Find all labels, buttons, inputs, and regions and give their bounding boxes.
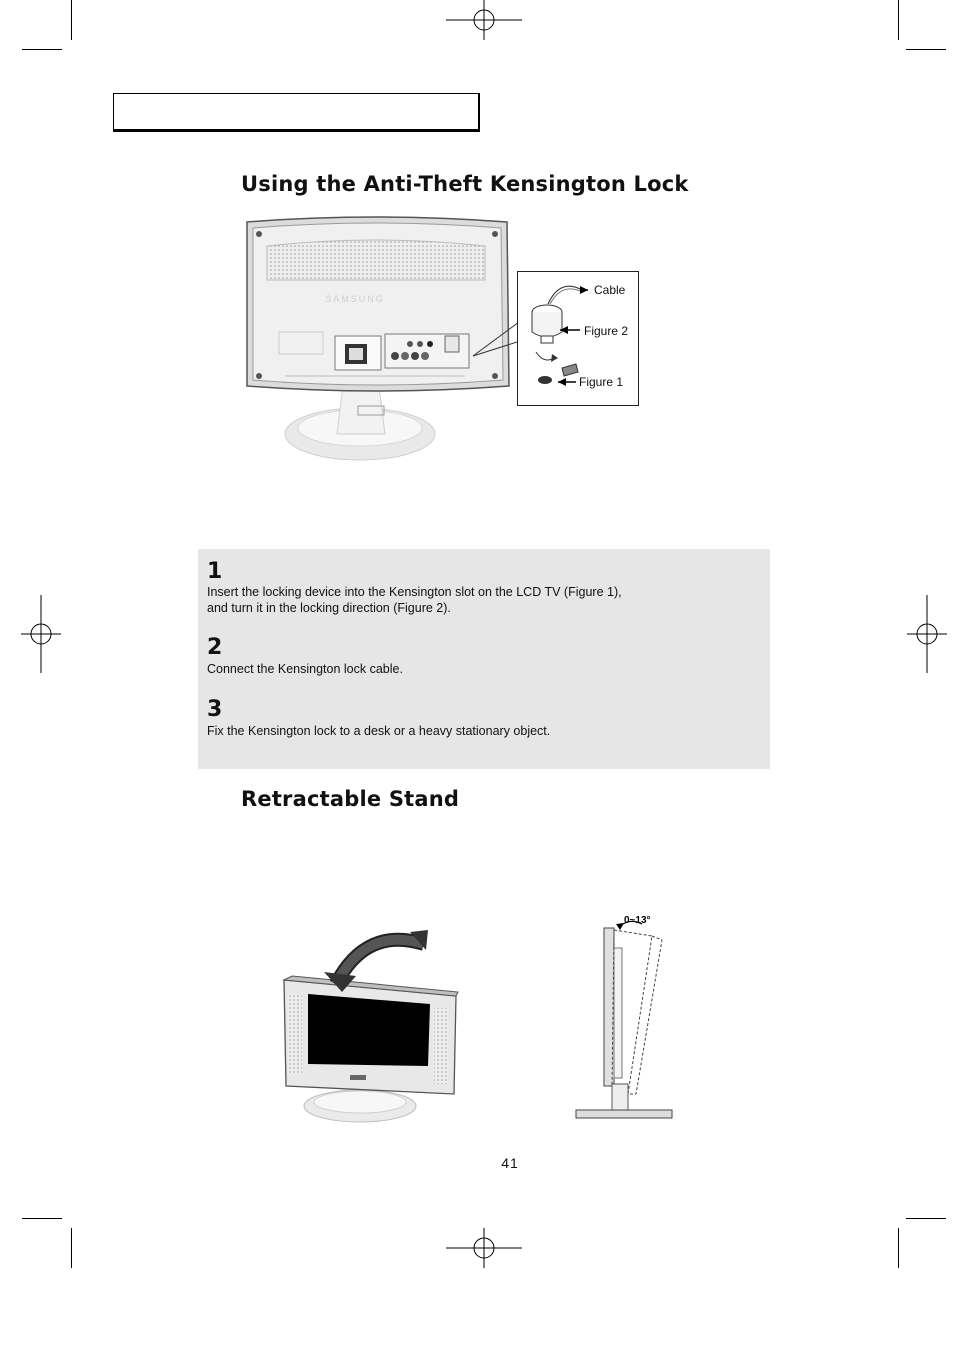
steps-box bbox=[198, 549, 770, 769]
tilt-angle-label: 0~13° bbox=[624, 915, 651, 926]
section-title-retractable-stand: Retractable Stand bbox=[241, 787, 460, 811]
step-number: 1 bbox=[207, 559, 223, 584]
callout-label-figure1: Figure 1 bbox=[579, 375, 624, 389]
brand-logo: SAMSUNG bbox=[325, 294, 385, 304]
header-box bbox=[113, 93, 480, 132]
step-number: 2 bbox=[207, 635, 223, 660]
page-number: 41 bbox=[501, 1155, 519, 1171]
step-text: Insert the locking device into the Kensington slot on the LCD TV (Figure 1), and turn it in the locking direction (Figure 2). bbox=[207, 585, 622, 615]
registration-mark-icon bbox=[444, 0, 524, 42]
kensington-callout-box bbox=[517, 271, 639, 406]
callout-label-cable: Cable bbox=[594, 283, 626, 297]
registration-mark-icon bbox=[444, 1228, 524, 1270]
registration-mark-icon bbox=[20, 595, 62, 675]
step-text: Connect the Kensington lock cable. bbox=[207, 662, 403, 676]
section-title-kensington: Using the Anti-Theft Kensington Lock bbox=[241, 172, 689, 196]
step-number: 3 bbox=[207, 697, 223, 722]
registration-mark-icon bbox=[906, 595, 948, 675]
tv-front-illustration bbox=[280, 918, 465, 1128]
step-text: Fix the Kensington lock to a desk or a heavy stationary object. bbox=[207, 724, 551, 738]
callout-label-figure2: Figure 2 bbox=[584, 324, 629, 338]
tv-side-tilt-illustration bbox=[572, 908, 680, 1122]
